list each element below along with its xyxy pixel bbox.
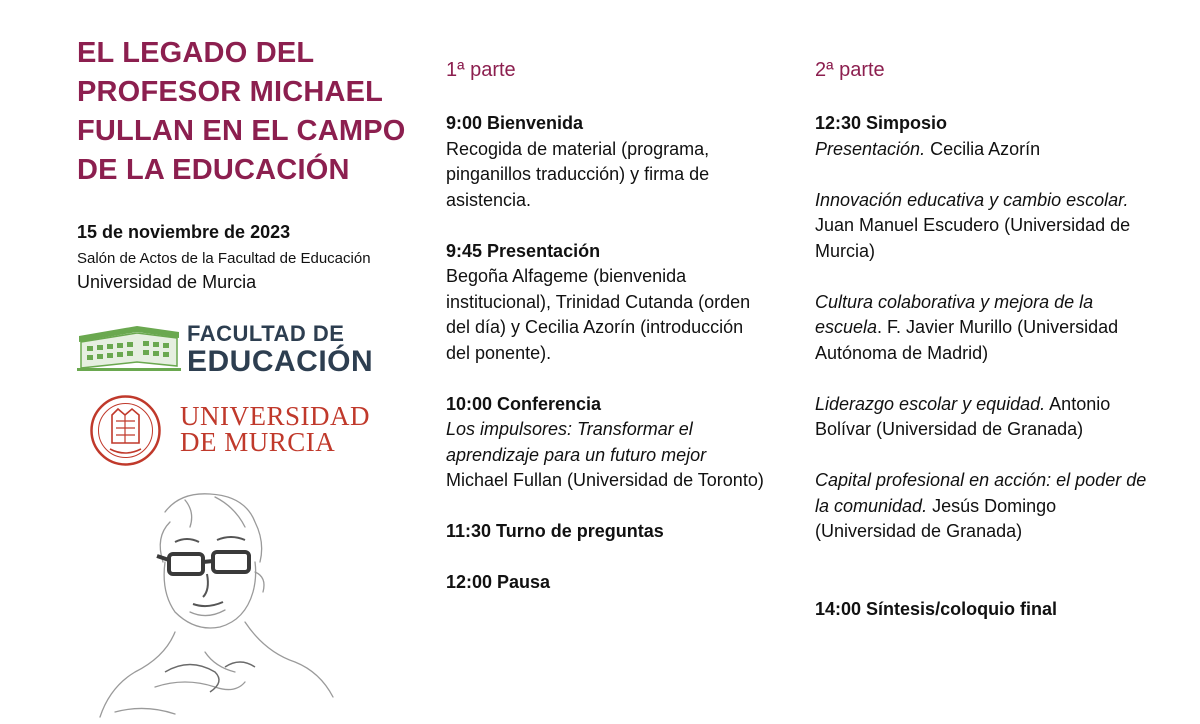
schedule-item: 10:00 Conferencia Los impulsores: Transformar el aprendizaje para un futuro mejor Michael Fullan (Universidad de Toronto) [446,393,764,490]
schedule-item: 11:30 Turno de preguntas [446,521,664,541]
schedule-item: 12:00 Pausa [446,572,551,592]
schedule-item: 14:00 Síntesis/coloquio final [815,598,1058,619]
schedule-item: 9:00 Bienvenida Recogida de material (programa, pinganillos traducción) y firma de asistencia. [446,113,710,210]
university-seal-icon [88,393,163,468]
program-part1 [446,56,766,621]
schedule-item: Liderazgo escolar y equidad. Antonio Bolívar (Universidad de Granada) [815,393,1111,439]
university-logo-line2: DE MURCIA [180,427,336,457]
portrait-sketch-image [95,482,335,724]
part2-title: 2ª parte [815,59,885,81]
schedule-item: Capital profesional en acción: el poder de la comunidad. Jesús Domingo (Universidad de Granada) [815,470,1147,541]
university-logo [88,393,368,468]
schedule-item: 12:30 Simposio Presentación. Cecilia Azorín [815,113,1041,159]
faculty-building-icon [77,322,181,372]
faculty-logo-line1: FACULTAD DE [187,321,345,346]
program-part2 [815,56,1155,648]
university-logo-line1: UNIVERSIDAD [180,401,370,431]
page-title: EL LEGADO DEL PROFESOR MICHAEL FULLAN EN EL CAMPO DE LA EDUCACIÓN [77,37,406,186]
schedule-item: 9:45 Presentación Begoña Alfageme (bienvenida institucional), Trinidad Cutanda (orden del día) y Cecilia Azorín (introducción del ponente). [446,240,751,363]
faculty-logo-line2: EDUCACIÓN [187,345,374,378]
faculty-logo [77,321,374,378]
event-university: Universidad de Murcia [77,272,257,292]
part1-title: 1ª parte [446,59,516,81]
schedule-item: Cultura colaborativa y mejora de la escuela. F. Javier Murillo (Universidad Autónoma de Madrid) [815,291,1119,363]
header-block [77,34,417,294]
schedule-item: Innovación educativa y cambio escolar. Juan Manuel Escudero (Universidad de Murcia) [815,189,1131,261]
event-venue: Salón de Actos de la Facultad de Educación [77,250,371,267]
event-date: 15 de noviembre de 2023 [77,222,291,242]
